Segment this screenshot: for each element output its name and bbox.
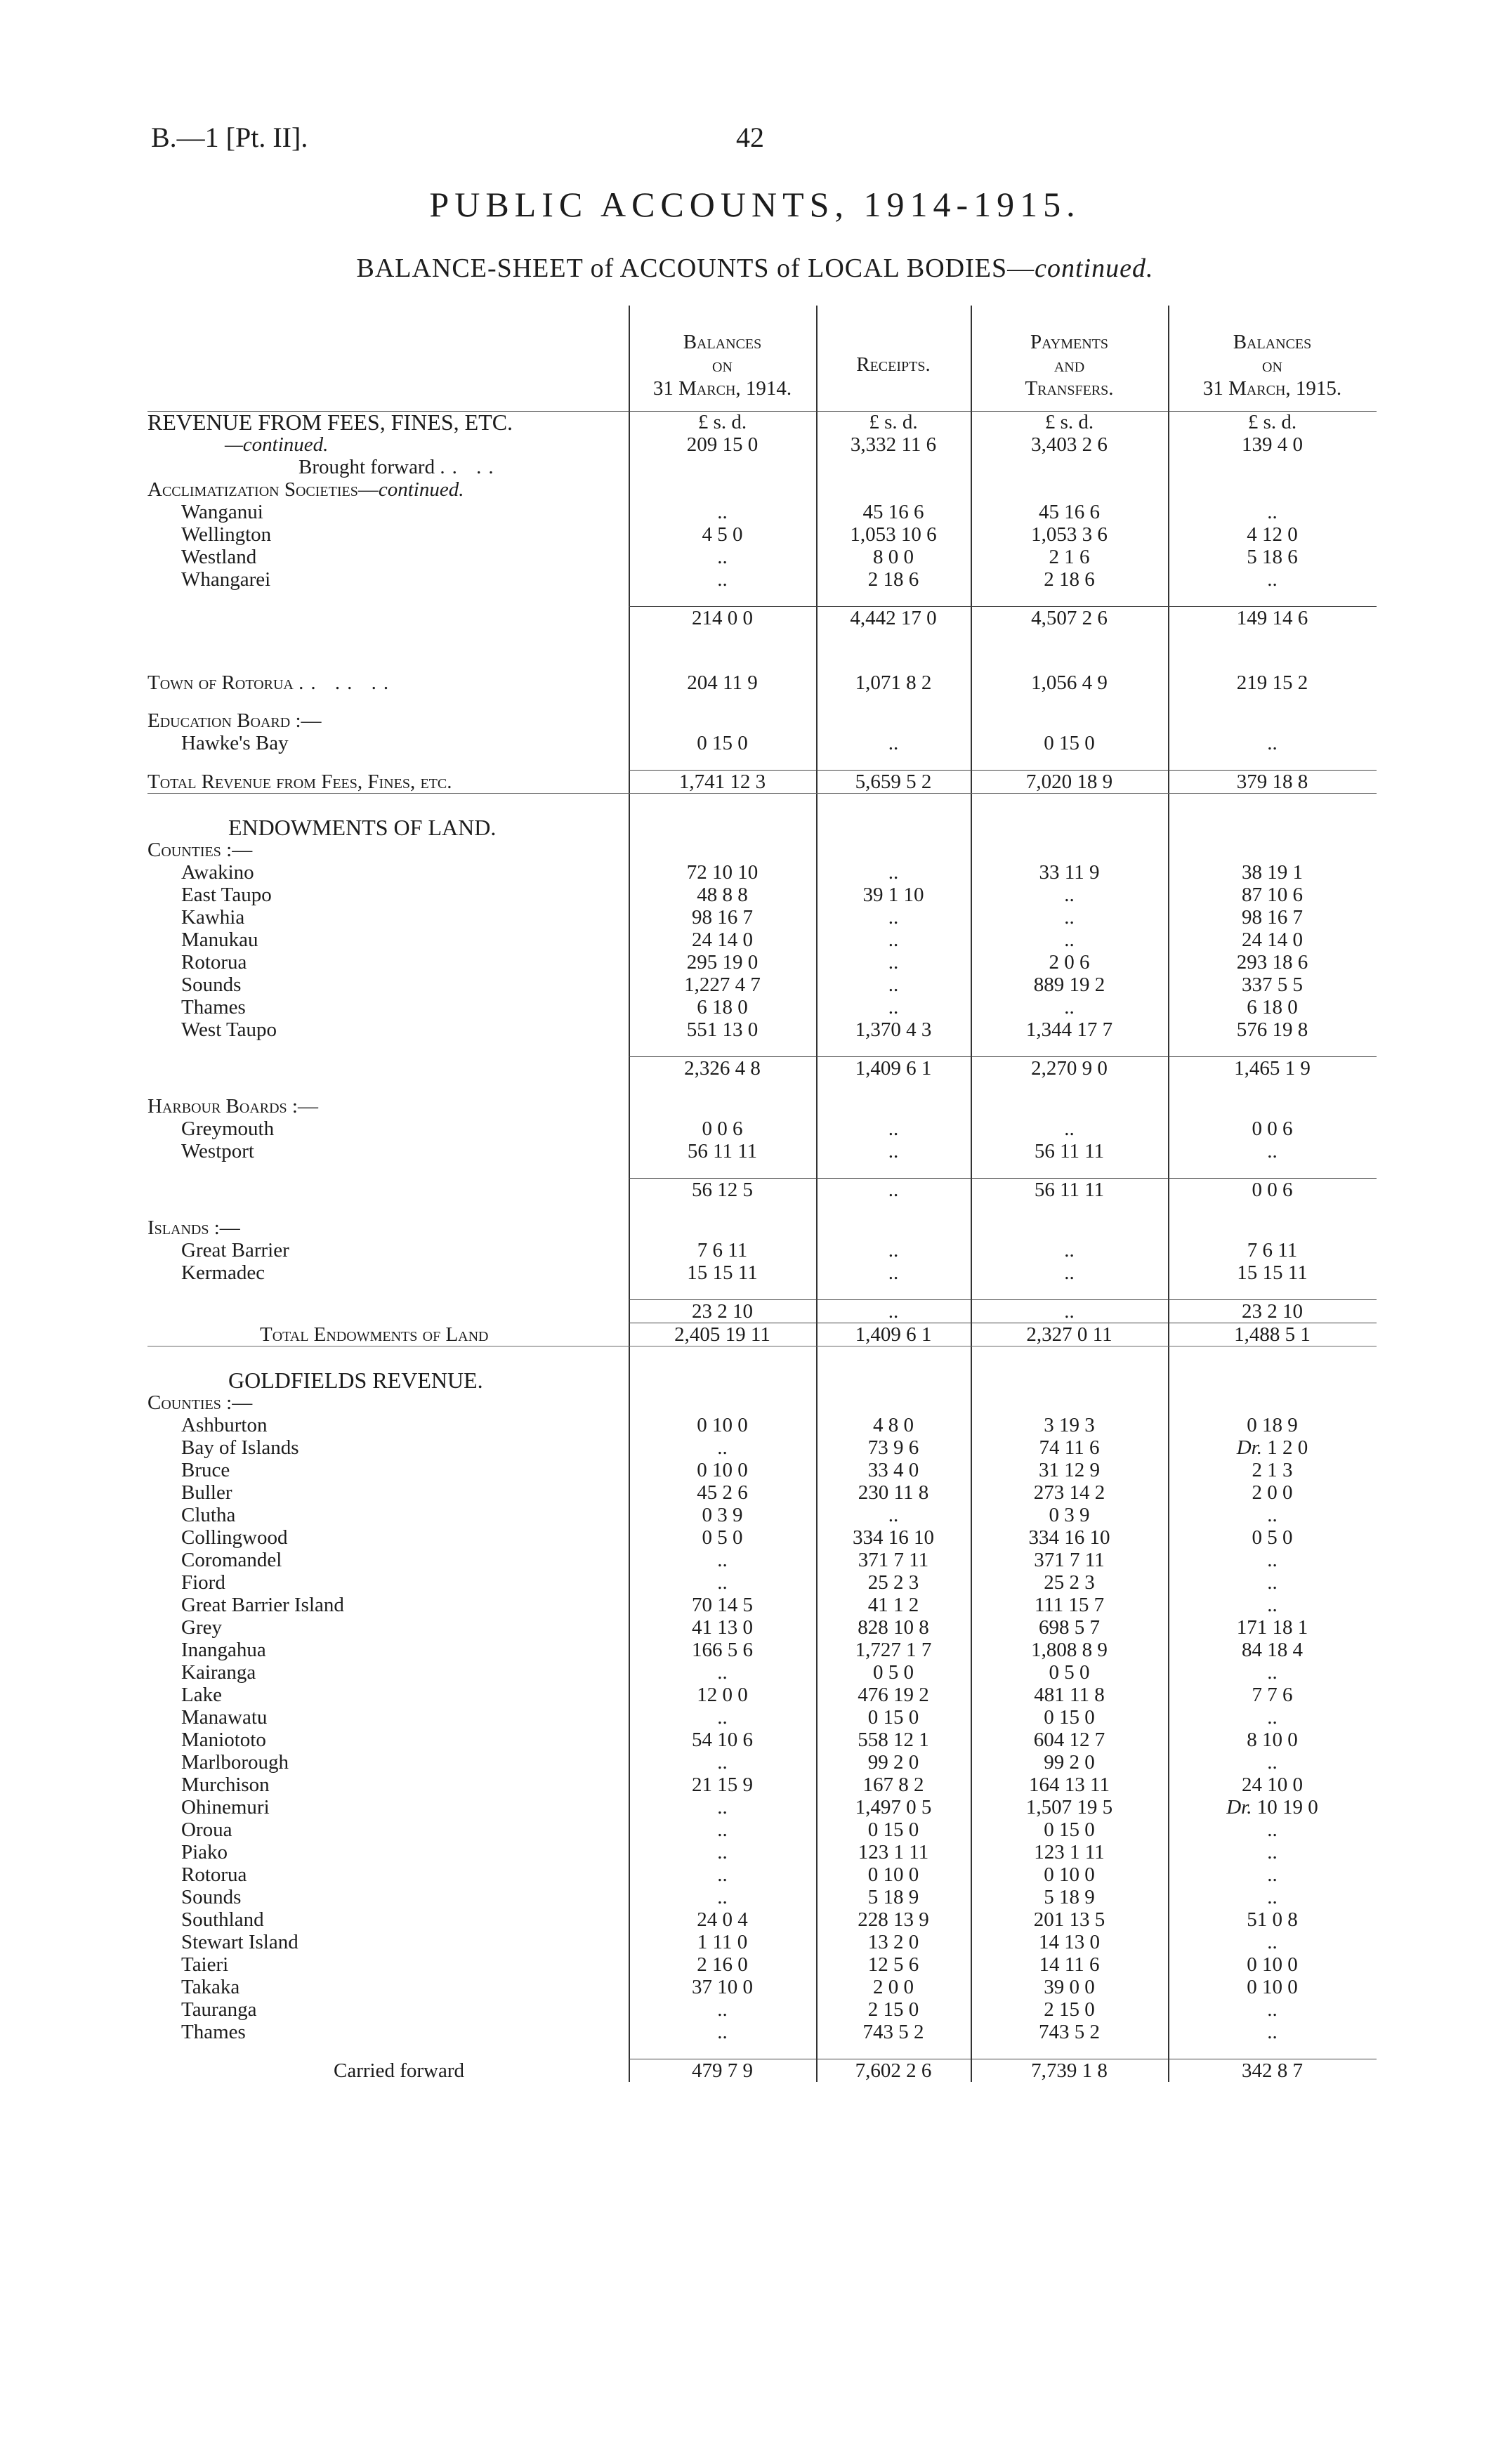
county-name: Collingwood bbox=[181, 1526, 288, 1549]
cell-value: 51 0 8 bbox=[1247, 1908, 1298, 1931]
county-name: Bay of Islands bbox=[181, 1436, 299, 1459]
cell-value: 0 15 0 bbox=[867, 1818, 919, 1841]
table-row bbox=[147, 1908, 1377, 1931]
table-row: Wanganui .. 45 16 6 45 16 6 .. bbox=[181, 501, 1278, 523]
cell-value: .. bbox=[888, 1504, 899, 1526]
table-row: Kermadec 15 15 11 .. .. 15 15 11 bbox=[181, 1262, 1308, 1284]
cell-value: 123 1 11 bbox=[858, 1841, 929, 1863]
cell-value: 164 13 11 bbox=[1029, 1774, 1110, 1796]
cell-value: .. bbox=[717, 1751, 728, 1774]
county-name: Grey bbox=[181, 1616, 222, 1639]
cell-value: 1,808 8 9 bbox=[1031, 1639, 1108, 1661]
cell-value: 0 10 0 bbox=[697, 1459, 748, 1481]
cell-value: .. bbox=[1267, 2021, 1278, 2043]
cell-value: Dr. 1 2 0 bbox=[1236, 1436, 1308, 1459]
cell-value: 2 15 0 bbox=[1044, 1998, 1095, 2021]
county-name: Taieri bbox=[181, 1953, 229, 1976]
table-row bbox=[147, 1774, 1377, 1796]
cell-value: 0 5 0 bbox=[873, 1661, 914, 1684]
balance-sheet bbox=[147, 306, 1377, 2082]
cell-value: 371 7 11 bbox=[858, 1549, 929, 1571]
table-row bbox=[147, 1616, 1377, 1639]
cell-value: Dr. 10 19 0 bbox=[1226, 1796, 1318, 1818]
group-heading: Islands :— bbox=[147, 1217, 240, 1239]
cell-value: 0 5 0 bbox=[1252, 1526, 1293, 1549]
subtotal-row: 56 12 5 .. 56 11 11 0 0 6 bbox=[147, 1179, 1377, 1202]
cell-value: 37 10 0 bbox=[692, 1976, 753, 1998]
debit-marker: Dr. bbox=[1236, 1436, 1262, 1459]
county-name: Maniototo bbox=[181, 1729, 266, 1751]
cell-value: 99 2 0 bbox=[1044, 1751, 1095, 1774]
table-row bbox=[147, 1796, 1377, 1818]
cell-value: 99 2 0 bbox=[867, 1751, 919, 1774]
subtitle-continued: continued. bbox=[1035, 254, 1154, 283]
table-row bbox=[147, 1661, 1377, 1684]
cell-value: .. bbox=[717, 1706, 728, 1729]
table-row: Sounds 1,227 4 7 .. 889 19 2 337 5 5 bbox=[181, 974, 1303, 996]
cell-value: .. bbox=[1267, 1998, 1278, 2021]
cell-value: .. bbox=[717, 1436, 728, 1459]
cell-value: 2 16 0 bbox=[697, 1953, 748, 1976]
cell-value: 2 0 0 bbox=[1252, 1481, 1293, 1504]
cell-value: 0 15 0 bbox=[867, 1706, 919, 1729]
table-row bbox=[147, 1729, 1377, 1751]
subtotal-row: 2,326 4 8 1,409 6 1 2,270 9 0 1,465 1 9 bbox=[147, 1057, 1377, 1080]
currency-units: £ s. d. bbox=[1247, 411, 1297, 433]
county-name: Tauranga bbox=[181, 1998, 257, 2021]
section-heading: GOLDFIELDS REVENUE. bbox=[228, 1369, 483, 1391]
cell-value: .. bbox=[717, 1661, 728, 1684]
table-row bbox=[147, 1684, 1377, 1706]
cell-value: 230 11 8 bbox=[858, 1481, 929, 1504]
cell-value: .. bbox=[717, 1571, 728, 1594]
cell-value: 84 18 4 bbox=[1242, 1639, 1303, 1661]
cell-value: 14 11 6 bbox=[1039, 1953, 1100, 1976]
county-name: Kairanga bbox=[181, 1661, 256, 1684]
cell-value: 24 0 4 bbox=[697, 1908, 748, 1931]
cell-value: .. bbox=[1267, 1931, 1278, 1953]
table-row: Westland .. 8 0 0 2 1 6 5 18 6 bbox=[181, 546, 1298, 568]
county-name: Inangahua bbox=[181, 1639, 266, 1661]
cell-value: 743 5 2 bbox=[862, 2021, 924, 2043]
table-row bbox=[147, 1863, 1377, 1886]
subtotal-row: 214 0 0 4,442 17 0 4,507 2 6 149 14 6 bbox=[147, 607, 1377, 630]
table-row bbox=[147, 1549, 1377, 1571]
table-row: Awakino 72 10 10 .. 33 11 9 38 19 1 bbox=[181, 861, 1303, 884]
cell-value: 0 10 0 bbox=[1044, 1863, 1095, 1886]
header-payments-transfers: Payments and Transfers. bbox=[1025, 331, 1114, 400]
cell-value: 2 1 3 bbox=[1252, 1459, 1293, 1481]
table-row: Whangarei .. 2 18 6 2 18 6 .. bbox=[181, 568, 1278, 591]
table-row bbox=[147, 1706, 1377, 1729]
table-row bbox=[147, 1841, 1377, 1863]
cell-value: 70 14 5 bbox=[692, 1594, 753, 1616]
subtotal-row: 23 2 10 .. .. 23 2 10 bbox=[147, 1300, 1377, 1323]
cell-value: 2 15 0 bbox=[867, 1998, 919, 2021]
cell-value: 743 5 2 bbox=[1039, 2021, 1100, 2043]
cell-value: 698 5 7 bbox=[1039, 1616, 1100, 1639]
cell-value: 0 3 9 bbox=[702, 1504, 743, 1526]
cell-value: 828 10 8 bbox=[858, 1616, 929, 1639]
county-name: Murchison bbox=[181, 1774, 270, 1796]
section-total-row: Total Endowments of Land 2,405 19 11 1,409 6 1 2,327 0 11 1,488 5 1 bbox=[147, 1323, 1377, 1346]
table-row: Westport 56 11 11 .. 56 11 11 .. bbox=[181, 1140, 1278, 1162]
cell-value: 25 2 3 bbox=[867, 1571, 919, 1594]
cell-value: .. bbox=[717, 1841, 728, 1863]
carried-forward-row: Carried forward 479 7 9 7,602 2 6 7,739 1 8 342 8 7 bbox=[147, 2059, 1377, 2083]
table-row: East Taupo 48 8 8 39 1 10 .. 87 10 6 bbox=[181, 884, 1303, 906]
cell-value: 171 18 1 bbox=[1236, 1616, 1308, 1639]
county-name: Bruce bbox=[181, 1459, 230, 1481]
group-heading: Counties :— bbox=[147, 839, 253, 861]
cell-value: 54 10 6 bbox=[692, 1729, 753, 1751]
cell-value: 123 1 11 bbox=[1034, 1841, 1105, 1863]
county-name: Thames bbox=[181, 2021, 246, 2043]
cell-value: 41 1 2 bbox=[867, 1594, 919, 1616]
table-row bbox=[147, 1976, 1377, 1998]
column-header-row bbox=[147, 306, 1377, 411]
cell-value: .. bbox=[717, 1796, 728, 1818]
county-name: Manawatu bbox=[181, 1706, 268, 1729]
table-row: Thames 6 18 0 .. .. 6 18 0 bbox=[181, 996, 1298, 1018]
document-reference: B.—1 [Pt. II]. bbox=[151, 122, 308, 153]
cell-value: .. bbox=[1267, 1818, 1278, 1841]
cell-value: 74 11 6 bbox=[1039, 1436, 1100, 1459]
cell-value: 228 13 9 bbox=[858, 1908, 929, 1931]
cell-value: 111 15 7 bbox=[1034, 1594, 1105, 1616]
county-name: Coromandel bbox=[181, 1549, 282, 1571]
table-row bbox=[147, 1639, 1377, 1661]
county-name: Southland bbox=[181, 1908, 264, 1931]
cell-value: 0 10 0 bbox=[1247, 1976, 1298, 1998]
header-balances-1915: Balances on 31 March, 1915. bbox=[1202, 331, 1342, 400]
cell-value: 39 0 0 bbox=[1044, 1976, 1095, 1998]
county-name: Rotorua bbox=[181, 1863, 247, 1886]
group-heading: Counties :— bbox=[147, 1391, 253, 1414]
table-row: Hawke's Bay 0 15 0 .. 0 15 0 .. bbox=[181, 732, 1278, 754]
cell-value: .. bbox=[1267, 1661, 1278, 1684]
cell-value: 0 10 0 bbox=[867, 1863, 919, 1886]
section-total-row: Total Revenue from Fees, Fines, etc. 1,741 12 3 5,659 5 2 7,020 18 9 379 18 8 bbox=[147, 771, 1377, 794]
currency-units: £ s. d. bbox=[1044, 411, 1094, 433]
table-row bbox=[147, 2021, 1377, 2043]
section-heading: REVENUE FROM FEES, FINES, ETC. £ s. d. £ s. d. £ s. d. £ s. d. bbox=[147, 411, 1377, 433]
cell-value: 558 12 1 bbox=[858, 1729, 929, 1751]
accounts-table bbox=[147, 306, 1377, 1414]
cell-value: 14 13 0 bbox=[1039, 1931, 1100, 1953]
cell-value: 45 2 6 bbox=[697, 1481, 748, 1504]
county-name: Sounds bbox=[181, 1886, 242, 1908]
cell-value: 13 2 0 bbox=[867, 1931, 919, 1953]
county-name: Clutha bbox=[181, 1504, 236, 1526]
table-row: Town of Rotorua .. .. .. 204 11 9 1,071 8 2 1,056 4 9 219 15 2 bbox=[147, 671, 1308, 694]
cell-value: 12 5 6 bbox=[867, 1953, 919, 1976]
table-row bbox=[147, 1751, 1377, 1774]
cell-value: 25 2 3 bbox=[1044, 1571, 1095, 1594]
page-number: 42 bbox=[736, 122, 764, 153]
brought-forward-row: Brought forward .. .. bbox=[298, 456, 501, 478]
cell-value: .. bbox=[717, 1863, 728, 1886]
county-name: Fiord bbox=[181, 1571, 225, 1594]
county-name: Great Barrier Island bbox=[181, 1594, 344, 1616]
cell-value: 481 11 8 bbox=[1034, 1684, 1105, 1706]
cell-value: 1,507 19 5 bbox=[1025, 1796, 1113, 1818]
cell-value: .. bbox=[717, 1886, 728, 1908]
section-heading: ENDOWMENTS OF LAND. bbox=[228, 816, 497, 839]
cell-value: 2 0 0 bbox=[873, 1976, 914, 1998]
cell-value: 12 0 0 bbox=[697, 1684, 748, 1706]
cell-value: 166 5 6 bbox=[692, 1639, 753, 1661]
table-row bbox=[147, 1953, 1377, 1976]
table-row: Rotorua 295 19 0 .. 2 0 6 293 18 6 bbox=[181, 951, 1308, 974]
county-name: Piako bbox=[181, 1841, 228, 1863]
cell-value: 0 3 9 bbox=[1049, 1504, 1090, 1526]
cell-value: .. bbox=[1267, 1571, 1278, 1594]
table-row: Greymouth 0 0 6 .. .. 0 0 6 bbox=[181, 1118, 1293, 1140]
table-row bbox=[147, 1436, 1377, 1459]
group-heading: Acclimatization Societies—continued. bbox=[147, 478, 464, 501]
table-row bbox=[147, 1818, 1377, 1841]
page-subtitle bbox=[0, 253, 1510, 284]
debit-marker: Dr. bbox=[1226, 1796, 1252, 1818]
county-name: Oroua bbox=[181, 1818, 232, 1841]
cell-value: .. bbox=[1267, 1706, 1278, 1729]
cell-value: .. bbox=[1267, 1863, 1278, 1886]
table-row bbox=[147, 1998, 1377, 2021]
cell-value: 371 7 11 bbox=[1034, 1549, 1105, 1571]
cell-value: 7 7 6 bbox=[1252, 1684, 1293, 1706]
table-row: Manukau 24 14 0 .. .. 24 14 0 bbox=[181, 929, 1303, 951]
table-row bbox=[147, 1571, 1377, 1594]
cell-value: .. bbox=[717, 1549, 728, 1571]
group-heading: Education Board :— bbox=[147, 709, 322, 732]
cell-value: 476 19 2 bbox=[858, 1684, 929, 1706]
table-row: Wellington 4 5 0 1,053 10 6 1,053 3 6 4 12 0 bbox=[181, 523, 1298, 546]
page-title: PUBLIC ACCOUNTS, 1914-1915. bbox=[429, 185, 1081, 224]
cell-value: 1,497 0 5 bbox=[855, 1796, 932, 1818]
cell-value: 0 10 0 bbox=[1247, 1953, 1298, 1976]
table-row: West Taupo 551 13 0 1,370 4 3 1,344 17 7 576 19 8 bbox=[181, 1018, 1308, 1041]
cell-value: 334 16 10 bbox=[853, 1526, 934, 1549]
county-name: Ashburton bbox=[181, 1414, 268, 1436]
cell-value: .. bbox=[1267, 1549, 1278, 1571]
table-row bbox=[147, 1459, 1377, 1481]
cell-value: 604 12 7 bbox=[1033, 1729, 1105, 1751]
cell-value: 1,727 1 7 bbox=[855, 1639, 932, 1661]
cell-value: 41 13 0 bbox=[692, 1616, 753, 1639]
cell-value: 0 5 0 bbox=[1049, 1661, 1090, 1684]
cell-value: 0 10 0 bbox=[697, 1414, 748, 1436]
cell-value: 0 18 9 bbox=[1247, 1414, 1298, 1436]
table-row bbox=[147, 1526, 1377, 1549]
cell-value: 8 10 0 bbox=[1247, 1729, 1298, 1751]
cell-value: 0 15 0 bbox=[1044, 1706, 1095, 1729]
cell-value: .. bbox=[1267, 1594, 1278, 1616]
cell-value: 33 4 0 bbox=[867, 1459, 919, 1481]
cell-value: .. bbox=[717, 2021, 728, 2043]
table-row bbox=[147, 1504, 1377, 1526]
header-balances-1914: Balances on 31 March, 1914. bbox=[652, 331, 792, 400]
county-name: Takaka bbox=[181, 1976, 240, 1998]
subtitle-main: BALANCE-SHEET of ACCOUNTS of LOCAL BODIES— bbox=[356, 254, 1035, 283]
cell-value: 1 11 0 bbox=[697, 1931, 748, 1953]
cell-value: 201 13 5 bbox=[1033, 1908, 1105, 1931]
goldfields-table bbox=[147, 1414, 1377, 2082]
cell-value: .. bbox=[717, 1998, 728, 2021]
currency-units: £ s. d. bbox=[697, 411, 747, 433]
county-name: Buller bbox=[181, 1481, 232, 1504]
table-row: Great Barrier 7 6 11 .. .. 7 6 11 bbox=[181, 1239, 1298, 1262]
county-name: Ohinemuri bbox=[181, 1796, 270, 1818]
table-row bbox=[147, 1594, 1377, 1616]
cell-value: 5 18 9 bbox=[867, 1886, 919, 1908]
cell-value: 334 16 10 bbox=[1028, 1526, 1110, 1549]
cell-value: 5 18 9 bbox=[1044, 1886, 1095, 1908]
cell-value: 4 8 0 bbox=[873, 1414, 914, 1436]
cell-value: 0 5 0 bbox=[702, 1526, 743, 1549]
table-row: Kawhia 98 16 7 .. .. 98 16 7 bbox=[181, 906, 1303, 929]
cell-value: 21 15 9 bbox=[692, 1774, 753, 1796]
cell-value: .. bbox=[1267, 1504, 1278, 1526]
cell-value: 3 19 3 bbox=[1044, 1414, 1095, 1436]
cell-value: .. bbox=[1267, 1886, 1278, 1908]
group-heading: Harbour Boards :— bbox=[147, 1095, 318, 1118]
cell-value: 31 12 9 bbox=[1039, 1459, 1100, 1481]
county-name: Lake bbox=[181, 1684, 222, 1706]
table-row bbox=[147, 1414, 1377, 1436]
county-name: Marlborough bbox=[181, 1751, 289, 1774]
cell-value: 167 8 2 bbox=[862, 1774, 924, 1796]
currency-units: £ s. d. bbox=[869, 411, 918, 433]
table-row bbox=[147, 1886, 1377, 1908]
table-row bbox=[147, 1931, 1377, 1953]
cell-value: .. bbox=[717, 1818, 728, 1841]
table-row: —continued. 209 15 0 3,332 11 6 3,403 2 6 139 4 0 bbox=[225, 433, 1303, 456]
cell-value: 273 14 2 bbox=[1033, 1481, 1105, 1504]
cell-value: .. bbox=[1267, 1751, 1278, 1774]
cell-value: 73 9 6 bbox=[867, 1436, 919, 1459]
cell-value: 0 15 0 bbox=[1044, 1818, 1095, 1841]
table-row bbox=[147, 1481, 1377, 1504]
header-receipts: Receipts. bbox=[856, 353, 931, 376]
cell-value: .. bbox=[1267, 1841, 1278, 1863]
county-name: Stewart Island bbox=[181, 1931, 298, 1953]
cell-value: 24 10 0 bbox=[1242, 1774, 1303, 1796]
